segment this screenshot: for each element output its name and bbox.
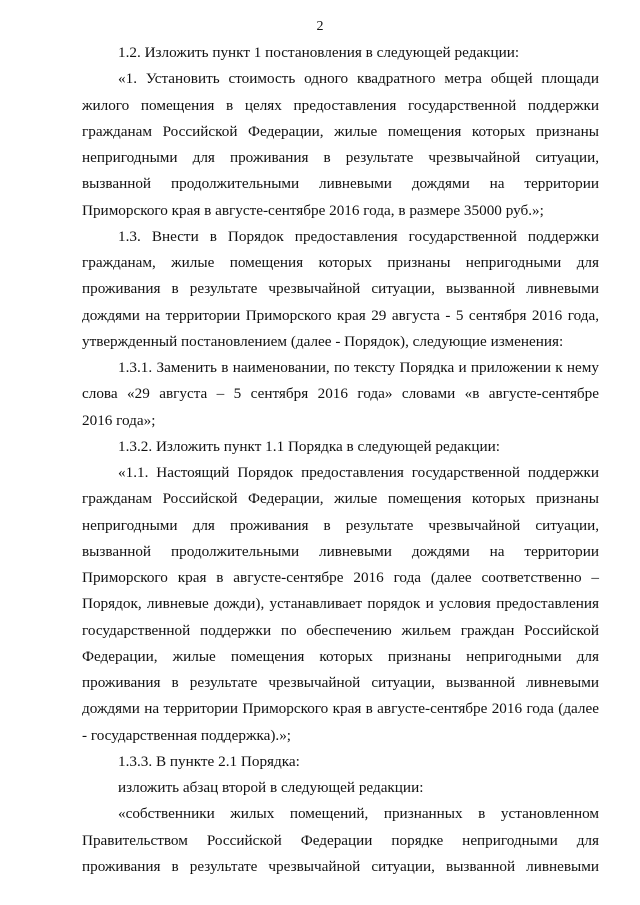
- quote-p1-1-line-9: проживания в результате чрезвычайной ситуации, вызванной ливневыми: [82, 674, 599, 691]
- paragraph-1-3-line-5: утвержденный постановлением (далее - Порядок), следующие изменения:: [82, 333, 564, 350]
- quote-p1-line-6: Приморского края в августе-сентябре 2016 года, в размере 35000 руб.»;: [82, 202, 544, 219]
- quote-abzac-line-3: проживания в результате чрезвычайной ситуации, вызванной ливневыми: [82, 858, 599, 875]
- quote-abzac-line-1: «собственники жилых помещений, признанных в установленном: [118, 805, 599, 822]
- paragraph-1-3-line-4: дождями на территории Приморского края 29 августа - 5 сентября 2016 года,: [82, 307, 599, 324]
- quote-p1-line-1: «1. Установить стоимость одного квадратного метра общей площади: [118, 70, 599, 87]
- page-number: 2: [316, 19, 324, 34]
- quote-p1-1-line-8: Федерации, жилые помещения которых признаны непригодными для: [82, 648, 599, 665]
- paragraph-1-3-1-line-3: 2016 года»;: [82, 412, 156, 429]
- paragraph-1-3-2-heading: 1.3.2. Изложить пункт 1.1 Порядка в следующей редакции:: [118, 438, 500, 455]
- paragraph-1-2-heading: 1.2. Изложить пункт 1 постановления в следующей редакции:: [118, 44, 520, 61]
- paragraph-1-3-line-2: гражданам, жилые помещения которых признаны непригодными для: [82, 254, 599, 271]
- quote-p1-1-line-4: вызванной продолжительными ливневыми дождями на территории: [82, 543, 599, 560]
- paragraph-1-3-1-line-1: 1.3.1. Заменить в наименовании, по тексту Порядка и приложении к нему: [118, 359, 599, 376]
- quote-p1-1-line-10: дождями на территории Приморского края в августе-сентябре 2016 года (далее: [82, 700, 599, 717]
- paragraph-1-3-1-line-2: слова «29 августа – 5 сентября 2016 года» словами «в августе-сентябре: [82, 385, 599, 402]
- quote-p1-line-5: вызванной продолжительными ливневыми дождями на территории: [82, 175, 599, 192]
- quote-p1-1-line-11: - государственная поддержка).»;: [82, 727, 292, 744]
- quote-p1-line-2: жилого помещения в целях предоставления государственной поддержки: [82, 97, 599, 114]
- quote-p1-1-line-3: непригодными для проживания в результате чрезвычайной ситуации,: [82, 517, 599, 534]
- paragraph-1-3-3-line-2: изложить абзац второй в следующей редакции:: [118, 779, 424, 796]
- paragraph-1-3-line-1: 1.3. Внести в Порядок предоставления государственной поддержки: [118, 228, 599, 245]
- quote-p1-line-3: гражданам Российской Федерации, жилые помещения которых признаны: [82, 123, 599, 140]
- quote-p1-1-line-1: «1.1. Настоящий Порядок предоставления государственной поддержки: [118, 464, 599, 481]
- quote-abzac-line-2: Правительством Российской Федерации порядке непригодными для: [82, 832, 599, 849]
- quote-p1-1-line-7: государственной поддержки по обеспечению жильем граждан Российской: [82, 622, 599, 639]
- paragraph-1-3-3-heading: 1.3.3. В пункте 2.1 Порядка:: [118, 753, 300, 770]
- quote-p1-1-line-6: Порядок, ливневые дожди), устанавливает порядок и условия предоставления: [82, 595, 599, 612]
- quote-p1-1-line-2: гражданам Российской Федерации, жилые помещения которых признаны: [82, 490, 599, 507]
- quote-p1-1-line-5: Приморского края в августе-сентябре 2016 года (далее соответственно –: [82, 569, 599, 586]
- quote-p1-line-4: непригодными для проживания в результате чрезвычайной ситуации,: [82, 149, 599, 166]
- paragraph-1-3-line-3: проживания в результате чрезвычайной ситуации, вызванной ливневыми: [82, 280, 599, 297]
